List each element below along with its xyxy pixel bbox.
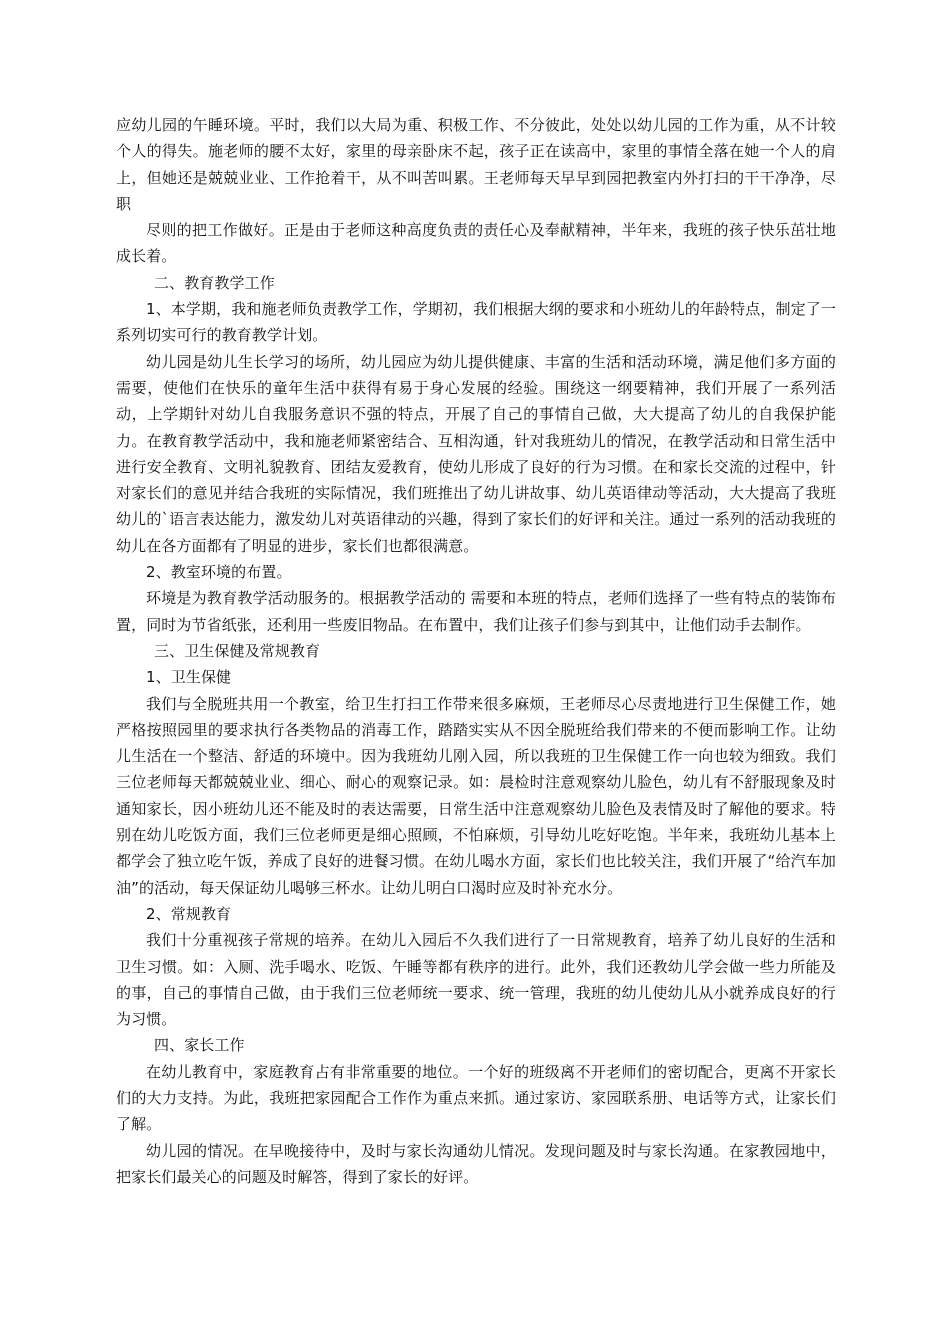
- subheading-health-care: 1、卫生保健: [146, 668, 232, 687]
- paragraph-nap-environment: 应幼儿园的午睡环境。平时，我们以大局为重、积极工作、不分彼此，处处以幼儿园的工作为重，从不计较个人的得失。施老师的腰不太好，家里的母亲卧床不起，孩子正在读高中，家里的事情全落在她一个人的肩上，但她还是兢兢业业、工作抢着干，从不叫苦叫累。王老师每天早早到园把教室内外打扫的干干净净，尽职: [116, 116, 836, 213]
- subheading-routine-education: 2、常规教育: [146, 904, 232, 923]
- subheading-classroom-layout: 2、教室环境的布置。: [146, 563, 292, 582]
- paragraph-health-care: 我们与全脱班共用一个教室，给卫生打扫工作带来很多麻烦，王老师尽心尽责地进行卫生保健工作，她严格按照园里的要求执行各类物品的消毒工作，踏踏实实从不因全脱班给我们带来的不便而影响工作。让幼儿生活在一个整洁、舒适的环境中。因为我班幼儿刚入园，所以我班的卫生保健工作一向也较为细致。我们三位老师每天都兢兢业业、细心、耐心的观察记录。如：晨检时注意观察幼儿脸色，幼儿有不舒服现象及时通知家长，因小班幼儿还不能及时的表达需要，日常生活中注意观察幼儿脸色及表情及时了解他的要求。特别在幼儿吃饭方面，我们三位老师更是细心照顾，不怕麻烦，引导幼儿吃好吃饱。半年来，我班幼儿基本上都学会了独立吃午饭，养成了良好的进餐习惯。在幼儿喝水方面，家长们也比较关注，我们开展了“给汽车加油”的活动，每天保证幼儿喝够三杯水。让幼儿明白口渴时应及时补充水分。: [116, 694, 836, 897]
- paragraph-kindergarten-activities: 幼儿园是幼儿生长学习的场所，幼儿园应为幼儿提供健康、丰富的生活和活动环境，满足他们多方面的需要，使他们在快乐的童年生活中获得有易于身心发展的经验。围绕这一纲要精神，我们开展了一系列活动，上学期针对幼儿自我服务意识不强的特点，开展了自己的事情自己做，大大提高了幼儿的自我保护能力。在教育教学活动中，我和施老师紧密结合、互相沟通，针对我班幼儿的情况，在教学活动和日常生活中进行安全教育、文明礼貌教育、团结友爱教育，使幼儿形成了良好的行为习惯。在和家长交流的过程中，针对家长们的意见并结合我班的实际情况，我们班推出了幼儿讲故事、幼儿英语律动等活动，大大提高了我班幼儿的`语言表达能力，激发幼儿对英语律动的兴趣，得到了家长们的好评和关注。通过一系列的活动我班的幼儿在各方面都有了明显的进步，家长们也都很满意。: [116, 352, 836, 555]
- paragraph-parent-communication: 幼儿园的情况。在早晚接待中，及时与家长沟通幼儿情况。发现问题及时与家长沟通。在家教园地中，把家长们最关心的问题及时解答，得到了家长的好评。: [116, 1141, 836, 1186]
- document-page: [116, 112, 836, 1190]
- paragraph-environment: 环境是为教育教学活动服务的。根据教学活动的 需要和本班的特点，老师们选择了一些有特点的装饰布置，同时为节省纸张，还利用一些废旧物品。在布置中，我们让孩子们参与到其中，让他们动手去制作。: [116, 589, 836, 634]
- paragraph-teaching-plan: 1、本学期，我和施老师负责教学工作，学期初，我们根据大纲的要求和小班幼儿的年龄特点，制定了一系列切实可行的教育教学计划。: [116, 300, 836, 345]
- paragraph-routine-education: 我们十分重视孩子常规的培养。在幼儿入园后不久我们进行了一日常规教育，培养了幼儿良好的生活和卫生习惯。如：入厕、洗手喝水、吃饭、午睡等都有秩序的进行。此外，我们还教幼儿学会做一些力所能及的事，自己的事情自己做，由于我们三位老师统一要求、统一管理，我班的幼儿使幼儿从小就养成良好的行为习惯。: [116, 931, 836, 1029]
- paragraph-responsibility: 尽则的把工作做好。正是由于老师这种高度负责的责任心及奉献精神，半年来，我班的孩子快乐茁壮地成长着。: [116, 221, 836, 266]
- section-heading-hygiene: 三、卫生保健及常规教育: [154, 641, 321, 660]
- section-heading-education: 二、教育教学工作: [154, 273, 275, 292]
- paragraph-family-education: 在幼儿教育中，家庭教育占有非常重要的地位。一个好的班级离不开老师们的密切配合，更离不开家长们的大力支持。为此，我班把家园配合工作作为重点来抓。通过家访、家园联系册、电话等方式，让家长们了解。: [116, 1062, 836, 1134]
- section-heading-parents: 四、家长工作: [154, 1036, 245, 1055]
